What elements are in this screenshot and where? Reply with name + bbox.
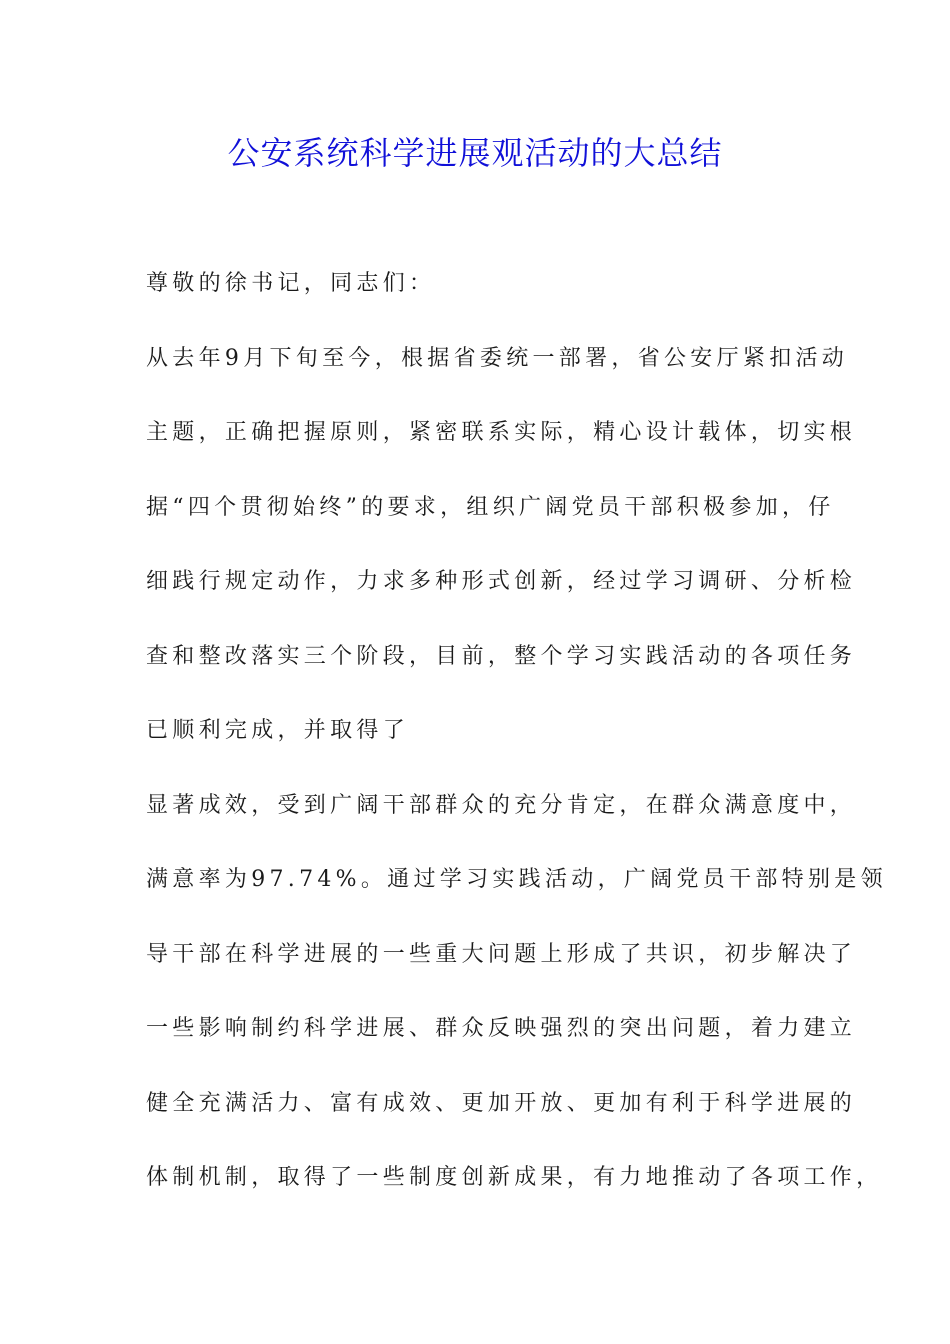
body-line: 细践行规定动作，力求多种形式创新，经过学习调研、分析检 <box>146 569 857 594</box>
document-body <box>146 262 887 1231</box>
document-title: 公安系统科学进展观活动的大总结 <box>227 134 723 172</box>
body-line: 据“四个贯彻始终”的要求，组织广阔党员干部积极参加，仔 <box>146 494 835 520</box>
body-line: 健全充满活力、富有成效、更加开放、更加有利于科学进展的 <box>146 1090 857 1116</box>
body-line: 显著成效，受到广阔干部群众的充分肯定，在群众满意度中， <box>146 792 857 818</box>
body-line: 一些影响制约科学进展、群众反映强烈的突出问题，着力建立 <box>146 1016 857 1041</box>
body-line: 从去年9月下旬至今，根据省委统一部署，省公安厅紧扣活动 <box>146 345 849 371</box>
body-line: 体制机制，取得了一些制度创新成果，有力地推动了各项工作， <box>146 1165 883 1190</box>
body-line: 满意率为97.74%。通过学习实践活动，广阔党员干部特别是领 <box>146 867 887 892</box>
body-line: 尊敬的徐书记，同志们： <box>146 271 436 296</box>
body-line: 查和整改落实三个阶段，目前，整个学习实践活动的各项任务 <box>146 643 857 669</box>
body-line: 主题，正确把握原则，紧密联系实际，精心设计载体，切实根 <box>146 420 857 445</box>
body-line: 导干部在科学进展的一些重大问题上形成了共识，初步解决了 <box>146 941 857 967</box>
body-line: 已顺利完成，并取得了 <box>146 718 410 743</box>
